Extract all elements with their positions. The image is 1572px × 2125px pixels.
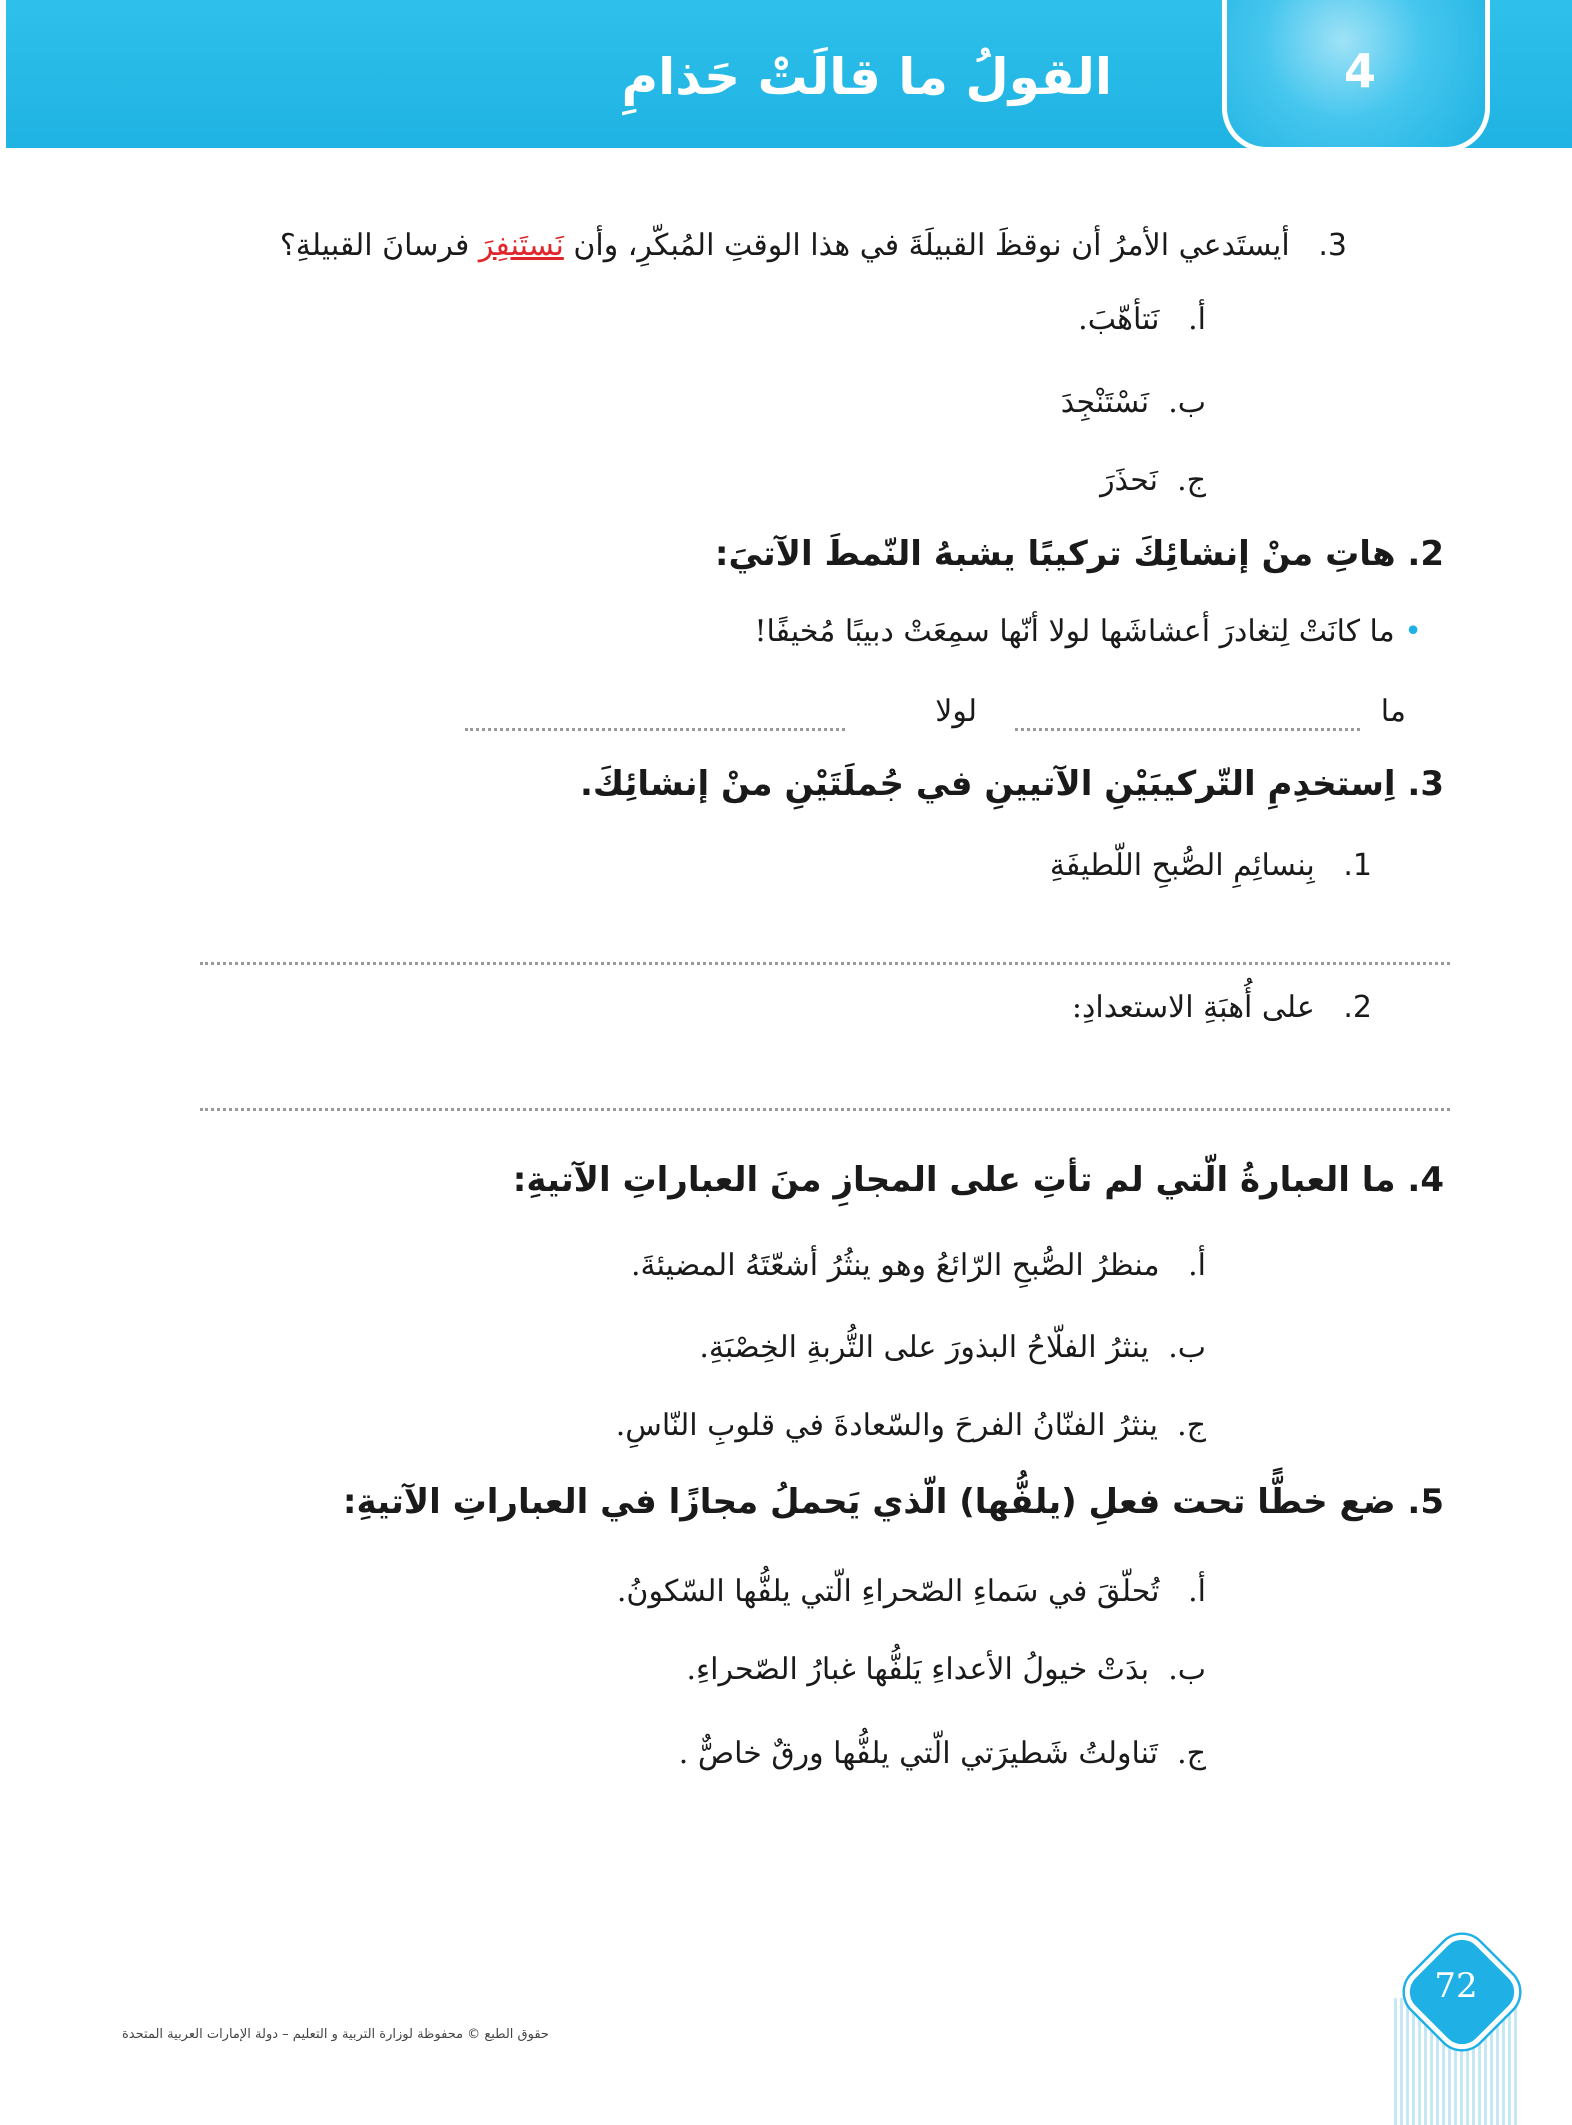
page-number-badge: [1386, 1928, 1526, 2125]
unit-number: 4: [1343, 44, 1376, 98]
q3-top-number: 3.: [1318, 228, 1347, 263]
q3-heading: 3. اِستخدِمِ التّركيبَيْنِ الآتيينِ في جُملَتَيْنِ منْ إنشائِكَ.: [580, 764, 1444, 804]
q3-top-option-c: ج. نَحذَرَ: [1100, 463, 1206, 498]
q2-heading: 2. هاتِ منْ إنشائِكَ تركيبًا يشبهُ النّمطَ الآتيَ:: [714, 534, 1444, 574]
q3-top-highlighted-word: نَستَنفِرَ: [478, 228, 564, 263]
q3-top-text-after: فرسانَ القبيلةِ؟: [279, 228, 470, 263]
q3-top-option-b: ب. نَسْتَنْجِدَ: [1060, 385, 1206, 420]
q2-blank-start: ما: [1380, 694, 1406, 729]
q3-top-option-a: أ. نَتأهّبَ.: [1078, 302, 1206, 337]
q5-option-c: ج. تَناولتُ شَطيرَتي الّتي يلفُّها ورقٌ خاصٌّ .: [678, 1736, 1206, 1771]
q2-example: [754, 614, 1422, 650]
bullet-icon: •: [1404, 614, 1422, 649]
lesson-title: القولُ ما قالَتْ حَذامِ: [621, 48, 1112, 106]
q2-example-text: ما كانَتْ لِتغادرَ أعشاشَها لولا أنّها سمِعَتْ دبيبًا مُخيفًا!: [754, 614, 1395, 649]
q4-heading: 4. ما العبارةُ الّتي لم تأتِ على المجازِ منَ العباراتِ الآتيةِ:: [512, 1160, 1444, 1200]
q2-blank-mid: لولا: [935, 694, 977, 729]
q4-option-a: أ. منظرُ الصُّبحِ الرّائعُ وهو ينثُرُ أشعّتَهُ المضيئةَ.: [630, 1248, 1206, 1283]
q5-option-b: ب. بدَتْ خيولُ الأعداءِ يَلفُّها غبارُ الصّحراءِ.: [686, 1652, 1206, 1687]
copyright-note: حقوق الطبع © محفوظة لوزارة التربية و التعليم – دولة الإمارات العربية المتحدة: [122, 2027, 549, 2042]
q5-heading: 5. ضع خطًّا تحت فعلِ (يلفُّها) الّذي يَحملُ مجازًا في العباراتِ الآتيةِ:: [342, 1482, 1444, 1522]
q3-item-1: 1. بِنسائِمِ الصُّبحِ اللّطيفَةِ: [1049, 848, 1372, 883]
q5-option-a: أ. تُحلّقَ في سَماءِ الصّحراءِ الّتي يلفُّها السّكونُ.: [616, 1574, 1206, 1609]
q3-top-text-before: أيستَدعي الأمرُ أن نوقظَ القبيلَةَ في هذا الوقتِ المُبكّرِ، وأن: [573, 228, 1290, 263]
q3-answer-line-2[interactable]: [200, 1108, 1450, 1111]
q3-top-question: [280, 228, 1347, 264]
q3-answer-line-1[interactable]: [200, 962, 1450, 965]
q4-option-c: ج. ينثرُ الفنّانُ الفرحَ والسّعادةَ في قلوبِ النّاسِ.: [615, 1408, 1206, 1443]
q2-answer-line-1[interactable]: [1015, 728, 1360, 731]
q3-item-2: 2. على أُهبَةِ الاستعدادِ:: [1071, 990, 1372, 1025]
q4-option-b: ب. ينثرُ الفلّاحُ البذورَ على التُّربةِ الخِصْبَةِ.: [699, 1330, 1206, 1365]
q2-answer-line-2[interactable]: [465, 728, 845, 731]
page-number: 72: [1434, 1966, 1478, 2006]
